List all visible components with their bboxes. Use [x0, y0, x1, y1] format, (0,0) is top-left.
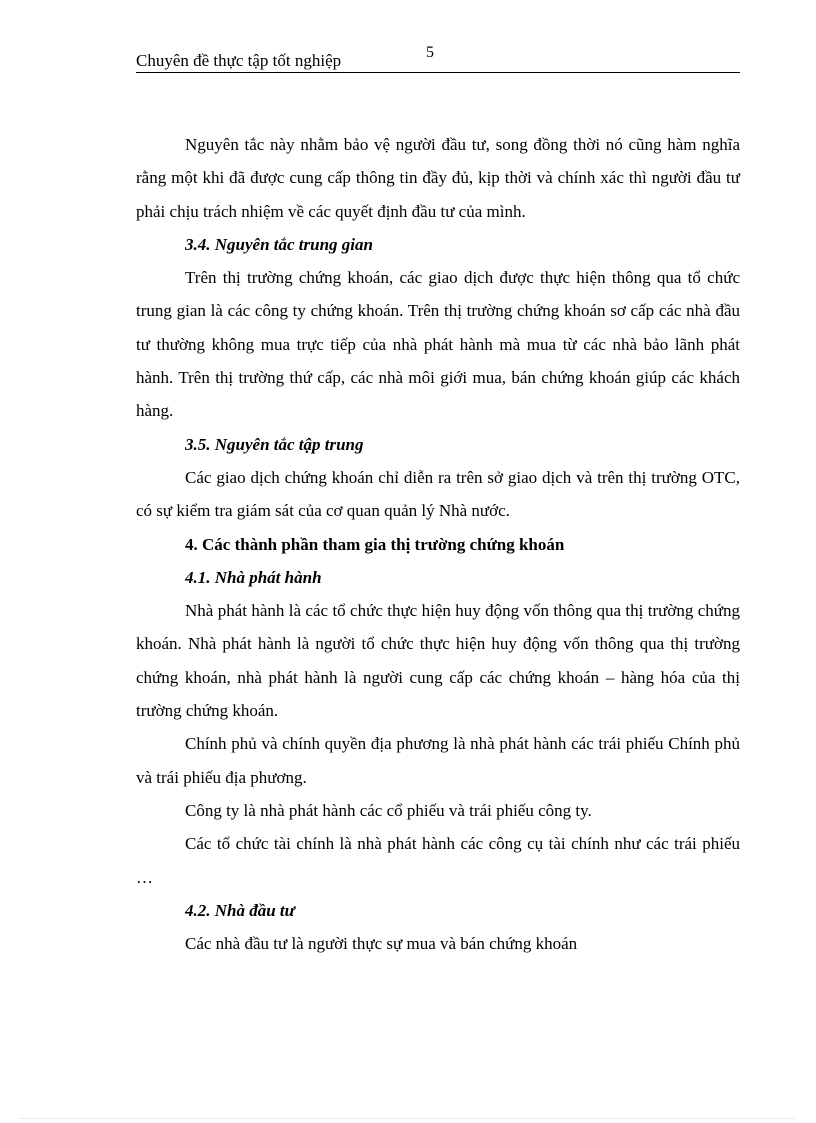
section-heading: 3.5. Nguyên tắc tập trung: [185, 434, 364, 454]
paragraph: Trên thị trường chứng khoán, các giao dịch được thực hiện thông qua tổ chức trung gian là các công ty chứng khoán. Trên thị trường chứng khoán sơ cấp các nhà đầu tư thường không mua trực tiếp của nhà phát hành mà mua từ các nhà bảo lãnh phát hành. Trên thị trường thứ cấp, các nhà môi giới mua, bán chứng khoán giúp các khách hàng.: [136, 268, 740, 421]
paragraph: Các nhà đầu tư là người thực sự mua và bán chứng khoán: [185, 934, 578, 954]
document-body: [136, 128, 740, 960]
paragraph: Nhà phát hành là các tổ chức thực hiện huy động vốn thông qua thị trường chứng khoán. Nhà phát hành là người tổ chức thực hiện huy động vốn thông qua thị trường chứng khoán, nhà phát hành là người cung cấp các chứng khoán – hàng hóa của thị trường chứng khoán.: [136, 601, 740, 721]
section-heading: 4.2. Nhà đầu tư: [185, 900, 295, 920]
page-bottom-border: [20, 1118, 796, 1119]
paragraph: Công ty là nhà phát hành các cổ phiếu và trái phiếu công ty.: [185, 800, 592, 820]
paragraph: Các giao dịch chứng khoán chỉ diễn ra trên sở giao dịch và trên thị trường OTC, có sự kiểm tra giám sát của cơ quan quản lý Nhà nước.: [136, 467, 740, 521]
paragraph: Nguyên tắc này nhằm bảo vệ người đầu tư, song đồng thời nó cũng hàm nghĩa rằng một khi đã được cung cấp thông tin đầy đủ, kịp thời và chính xác thì người đầu tư phải chịu trách nhiệm về các quyết định đầu tư của mình.: [136, 135, 740, 221]
paragraph: Các tổ chức tài chính là nhà phát hành các công cụ tài chính như các trái phiếu …: [136, 834, 740, 887]
paragraph: Chính phủ và chính quyền địa phương là nhà phát hành các trái phiếu Chính phủ và trái phiếu địa phương.: [136, 734, 740, 787]
section-heading: 4.1. Nhà phát hành: [185, 567, 322, 587]
chapter-heading: 4. Các thành phần tham gia thị trường chứng khoán: [185, 534, 565, 554]
page-number: 5: [426, 44, 434, 61]
header-title: Chuyên đề thực tập tốt nghiệp: [136, 51, 342, 70]
page-header: [136, 38, 740, 73]
section-heading: 3.4. Nguyên tắc trung gian: [185, 234, 373, 254]
